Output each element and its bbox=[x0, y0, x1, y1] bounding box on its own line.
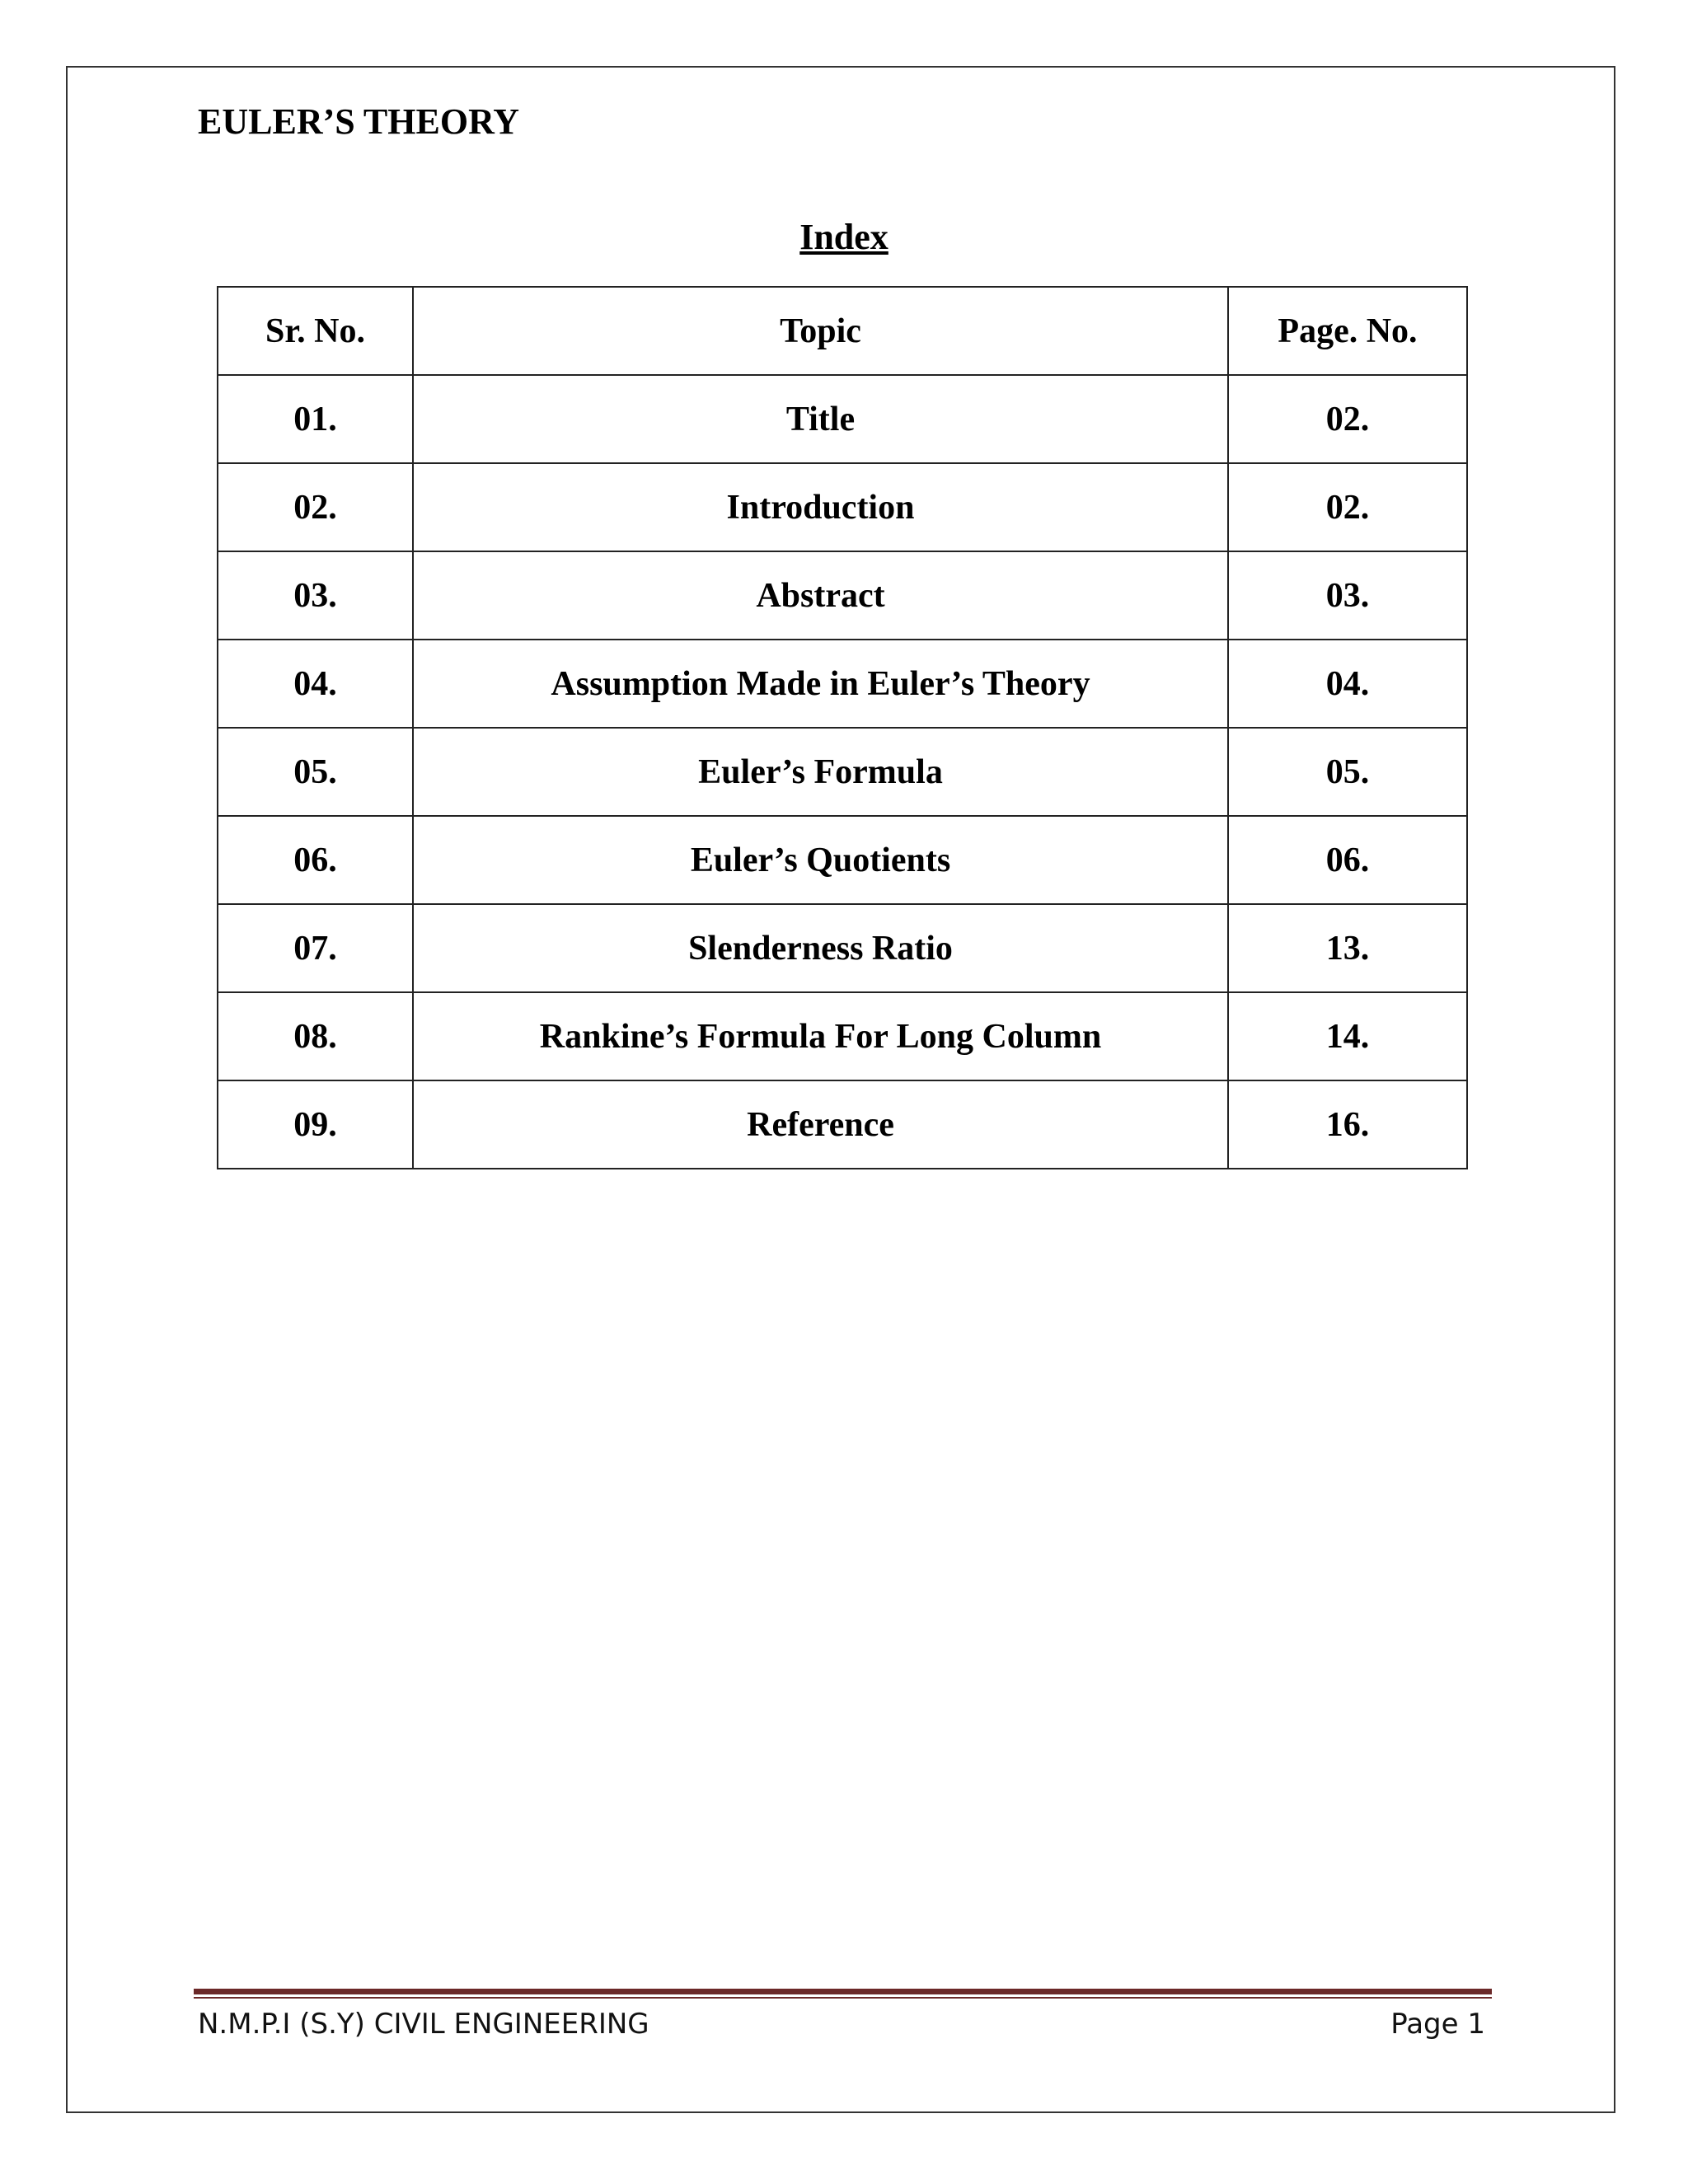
footer-page-number: Page 1 bbox=[1390, 2008, 1485, 2041]
index-heading: Index bbox=[799, 217, 889, 257]
table-row bbox=[218, 904, 1467, 992]
row-page-no: 02. bbox=[1228, 375, 1467, 463]
row-sr-no: 01. bbox=[218, 375, 413, 463]
row-sr-no: 08. bbox=[218, 992, 413, 1080]
row-topic: Euler’s Formula bbox=[413, 728, 1228, 816]
index-table bbox=[217, 286, 1468, 1169]
table-row bbox=[218, 1080, 1467, 1169]
row-topic: Euler’s Quotients bbox=[413, 816, 1228, 904]
row-sr-no: 07. bbox=[218, 904, 413, 992]
table-row bbox=[218, 551, 1467, 640]
row-sr-no: 02. bbox=[218, 463, 413, 551]
table-header-row bbox=[218, 287, 1467, 375]
row-page-no: 16. bbox=[1228, 1080, 1467, 1169]
footer-divider bbox=[194, 1989, 1492, 1999]
table-row bbox=[218, 992, 1467, 1080]
row-topic: Reference bbox=[413, 1080, 1228, 1169]
row-page-no: 14. bbox=[1228, 992, 1467, 1080]
row-page-no: 02. bbox=[1228, 463, 1467, 551]
column-header-page-no: Page. No. bbox=[1228, 287, 1467, 375]
footer-divider-thin bbox=[194, 1997, 1492, 1999]
footer-divider-thick bbox=[194, 1989, 1492, 1994]
row-sr-no: 06. bbox=[218, 816, 413, 904]
column-header-topic: Topic bbox=[413, 287, 1228, 375]
row-page-no: 05. bbox=[1228, 728, 1467, 816]
row-topic: Assumption Made in Euler’s Theory bbox=[413, 640, 1228, 728]
row-topic: Abstract bbox=[413, 551, 1228, 640]
row-sr-no: 03. bbox=[218, 551, 413, 640]
row-topic: Slenderness Ratio bbox=[413, 904, 1228, 992]
row-sr-no: 04. bbox=[218, 640, 413, 728]
row-topic: Rankine’s Formula For Long Column bbox=[413, 992, 1228, 1080]
table-row bbox=[218, 375, 1467, 463]
row-page-no: 13. bbox=[1228, 904, 1467, 992]
column-header-sr-no: Sr. No. bbox=[218, 287, 413, 375]
row-sr-no: 05. bbox=[218, 728, 413, 816]
row-sr-no: 09. bbox=[218, 1080, 413, 1169]
table-row bbox=[218, 816, 1467, 904]
row-page-no: 04. bbox=[1228, 640, 1467, 728]
table-row bbox=[218, 463, 1467, 551]
row-page-no: 03. bbox=[1228, 551, 1467, 640]
row-topic: Title bbox=[413, 375, 1228, 463]
table-row bbox=[218, 640, 1467, 728]
footer-institution: N.M.P.I (S.Y) CIVIL ENGINEERING bbox=[198, 2008, 649, 2041]
row-topic: Introduction bbox=[413, 463, 1228, 551]
document-header-title: EULER’S THEORY bbox=[198, 101, 520, 142]
table-row bbox=[218, 728, 1467, 816]
row-page-no: 06. bbox=[1228, 816, 1467, 904]
